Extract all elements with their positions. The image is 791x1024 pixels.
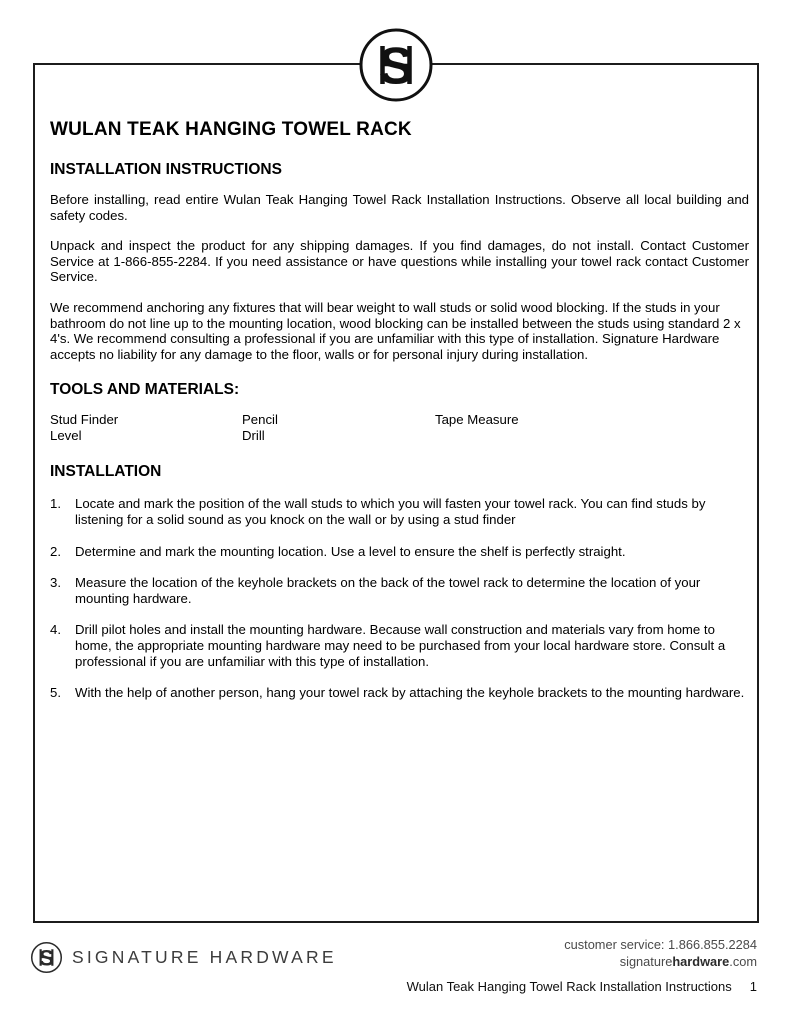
step-text: Determine and mark the mounting location. Use a level to ensure the shelf is perfectly straight. <box>75 543 626 559</box>
step-item-3 <box>50 575 749 606</box>
website-suffix: .com <box>729 954 757 969</box>
website-prefix: signature <box>619 954 673 969</box>
tool-item: Tape Measure <box>435 412 519 428</box>
monogram-letter: S <box>378 37 414 96</box>
installation-steps-list <box>50 496 749 700</box>
step-item-5 <box>50 685 749 701</box>
paragraph-read-before-installing: Before installing, read entire Wulan Teak Hanging Towel Rack Installation Instructions. Observe all local building and safety codes. <box>50 192 749 223</box>
step-item-2 <box>50 544 749 560</box>
customer-service-line: customer service: 1.866.855.2284 <box>564 937 757 952</box>
tool-item: Pencil <box>242 412 278 428</box>
tools-column-1 <box>50 412 242 444</box>
sh-monogram-icon <box>358 27 434 103</box>
paragraph-anchoring-recommendation: We recommend anchoring any fixtures that will bear weight to wall studs or solid wood blocking. If the studs in your bathroom do not line up to the mounting location, wood blocking can be installed between the studs using standard 2 x 4's. We recommend consulting a professional if you are unfamiliar with this type of installation. Signature Hardware accepts no liability for any damage to the floor, walls or for personal injury during installation. <box>50 299 741 362</box>
step-text: Measure the location of the keyhole brackets on the back of the towel rack to determine the location of your mounting hardware. <box>75 575 701 606</box>
step-text: With the help of another person, hang your towel rack by attaching the keyhole brackets to the mounting hardware. <box>75 685 745 701</box>
tool-item: Level <box>50 428 82 444</box>
brand-logo-header-icon <box>358 27 434 103</box>
footer-doc-title: Wulan Teak Hanging Towel Rack Installation Instructions <box>406 979 732 994</box>
footer-brand-lockup <box>30 941 337 974</box>
monogram-letter: S <box>38 945 55 971</box>
sh-monogram-small-icon <box>30 941 63 974</box>
document-border-box <box>33 37 759 923</box>
paragraph-unpack-inspect: Unpack and inspect the product for any shipping damages. If you find damages, do not install. Contact Customer Service at 1-866-855-2284. If you need assistance or have questions while installing your towel rack contact Customer Service. <box>50 238 749 285</box>
step-item-4 <box>50 622 749 669</box>
document-content <box>35 65 757 701</box>
heading-installation-instructions: INSTALLATION INSTRUCTIONS <box>50 161 282 178</box>
website-bold: hardware <box>672 954 730 969</box>
footer-document-line <box>407 979 757 994</box>
step-item-1 <box>50 496 749 527</box>
website-line <box>564 953 757 970</box>
heading-tools-and-materials: TOOLS AND MATERIALS: <box>50 381 240 399</box>
brand-logo-footer-icon <box>30 941 63 974</box>
tools-column-2 <box>242 412 435 444</box>
tools-list <box>50 412 749 444</box>
step-text: Drill pilot holes and install the mounting hardware. Because wall construction and materials vary from home to home, the appropriate mounting hardware may need to be purchased from your local hardware store. Consult a professional if you are unfamiliar with this type of installation. <box>75 622 726 669</box>
step-text: Locate and mark the position of the wall studs to which you will fasten your towel rack. You can find studs by listening for a solid sound as you knock on the wall or by using a stud finder <box>75 496 706 527</box>
tools-column-3 <box>435 412 749 444</box>
page-number: 1 <box>749 979 757 994</box>
footer-contact-block <box>564 936 757 970</box>
brand-name-text: SIGNATURE HARDWARE <box>72 947 337 967</box>
tool-item: Drill <box>242 428 265 444</box>
heading-installation: INSTALLATION <box>50 463 162 481</box>
page-title: WULAN TEAK HANGING TOWEL RACK <box>50 119 412 140</box>
tool-item: Stud Finder <box>50 412 119 428</box>
